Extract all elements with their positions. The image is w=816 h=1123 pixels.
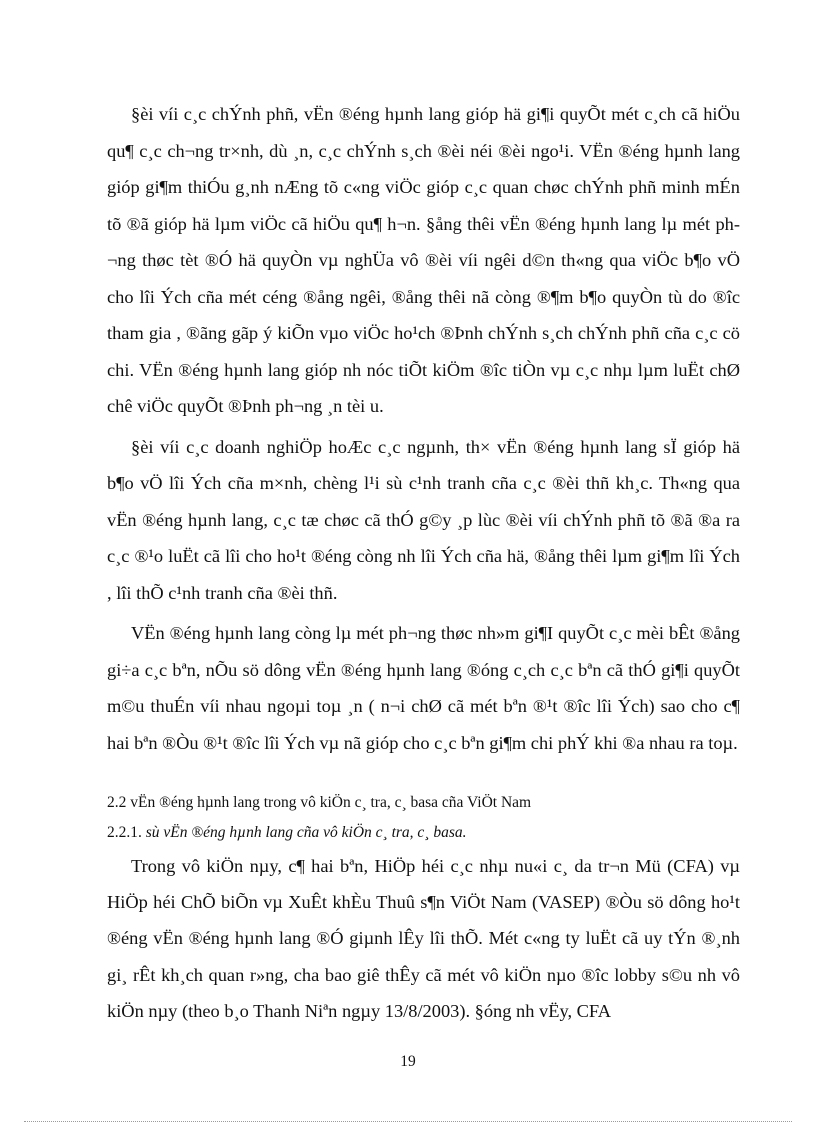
subsection-title: sù vËn ®éng hµnh lang cña vô kiÖn c¸ tra, c¸ basa. [145,824,467,841]
footer-divider [24,1121,792,1122]
paragraph-government: §èi víi c¸c chÝnh phñ, vËn ®éng hµnh lang gióp hä gi¶i quyÕt mét c¸ch cã hiÖu qu¶ c¸c ch¬ng tr×nh, dù ¸n, c¸c chÝnh s¸ch ®èi néi ®èi ngo¹i. VËn ®éng hµnh lang gióp gi¶m thiÓu g¸nh nÆng tõ c«ng viÖc gióp c¸c quan chøc chÝnh phñ minh mÉn tõ ®ã gióp hä lµm viÖc cã hiÖu qu¶ h¬n. §ång thêi vËn ®éng hµnh lang lµ mét ph¬ng thøc tèt ®Ó hä quyÒn vµ nghÜa vô ®èi víi ngêi d©n th«ng qua viÖc b¶o vÖ cho lîi Ých cña mét céng ®ång ngêi, ®ång thêi nã còng ®¶m b¶o quyÒn tù do ®îc tham gia , ®ãng gãp ý kiÕn vµo viÖc ho¹ch ®Þnh chÝnh s¸ch chÝnh phñ cña c¸c cö chi. VËn ®éng hµnh lang gióp nh nóc tiÕt kiÖm ®îc tiÒn vµ c¸c nhµ lµm luËt chØ chê viÖc quyÕt ®Þnh ph¬ng ¸n tèi u. [107,104,740,416]
subsection-number: 2.2.1. [107,824,142,841]
section-block [107,790,740,1029]
section-heading: 2.2 vËn ®éng hµnh lang trong vô kiÖn c¸ tra, c¸ basa cña ViÖt Nam [107,794,532,811]
body-text [107,96,740,765]
page-number: 19 [400,1053,416,1070]
paragraph-businesses: §èi víi c¸c doanh nghiÖp hoÆc c¸c ngµnh, th× vËn ®éng hµnh lang sÏ gióp hä b¶o vÖ lîi Ých cña m×nh, chèng l¹i sù c¹nh tranh cña c¸c ®èi thñ kh¸c. Th«ng qua vËn ®éng hµnh lang, c¸c tæ chøc cã thÓ g©y ¸p lùc ®èi víi chÝnh phñ tõ ®ã ®a ra c¸c ®¹o luËt cã lîi cho ho¹t ®éng còng nh lîi Ých cña hä, ®ång thêi lµm gi¶m lîi Ých , lîi thÕ c¹nh tranh cña ®èi thñ. [107,436,740,603]
subsection-heading [107,820,740,846]
paragraph-dispute: VËn ®éng hµnh lang còng lµ mét ph¬ng thøc nh»m gi¶I quyÕt c¸c mèi bÊt ®ång gi÷a c¸c bªn, nÕu sö dông vËn ®éng hµnh lang ®óng c¸ch c¸c bªn cã thÓ gi¶i quyÕt m©u thuÉn víi nhau ngoµi toµ ¸n ( n¬i chØ cã mét bªn ®¹t ®îc lîi Ých) sao cho c¶ hai bªn ®Òu ®¹t ®îc lîi Ých vµ nã gióp cho c¸c bªn gi¶m chi phÝ khi ®a nhau ra toµ. [107,623,740,753]
paragraph-case: Trong vô kiÖn nµy, c¶ hai bªn, HiÖp héi c¸c nhµ nu«i c¸ da tr¬n Mü (CFA) vµ HiÖp héi ChÕ biÕn vµ XuÊt khÈu Thuû s¶n ViÖt Nam (VASEP) ®Òu sö dông ho¹t ®éng vËn ®éng hµnh lang ®Ó giµnh lÊy lîi thÕ. Mét c«ng ty luËt cã uy tÝn ®¸nh gi¸ rÊt kh¸ch quan r»ng, cha bao giê thÊy cã mét vô kiÖn nµo ®îc lobby s©u nh vô kiÖn nµy (theo b¸o Thanh Niªn ngµy 13/8/2003). §óng nh vËy, CFA [107,856,740,1021]
